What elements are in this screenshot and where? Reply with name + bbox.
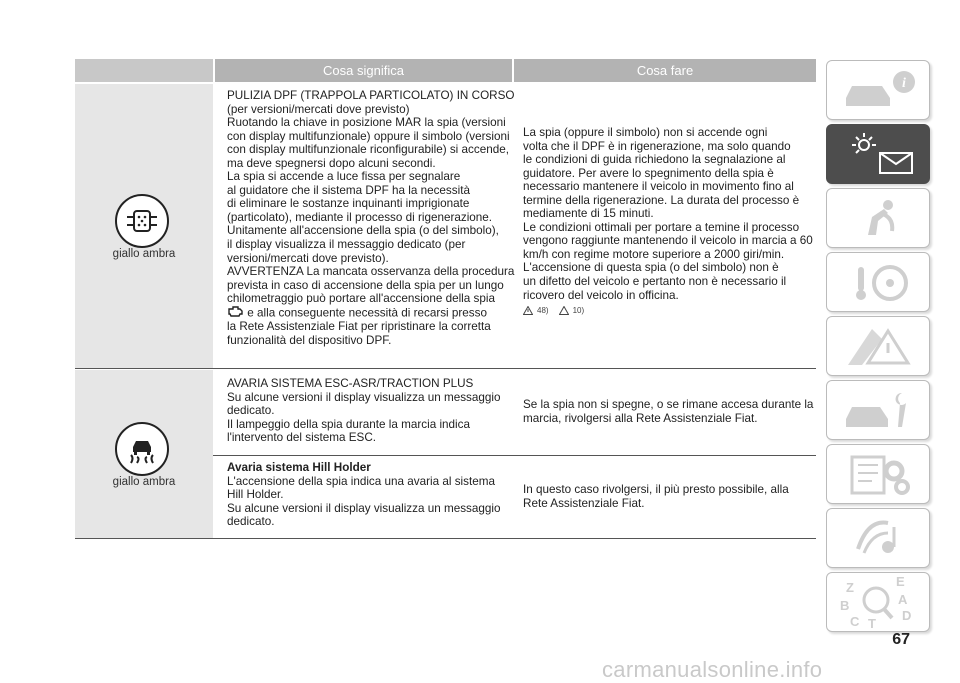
text-line: l'intervento del sistema ESC. xyxy=(227,431,377,445)
text-line: termine della rigenerazione. La durata del processo è xyxy=(523,193,800,207)
tab-maintenance[interactable] xyxy=(826,380,930,440)
lamp-cell-esc xyxy=(75,370,213,538)
text-line: Le condizioni ottimali per portare a temine il processo xyxy=(523,220,800,234)
engine-check-icon xyxy=(227,306,244,321)
header-meaning: Cosa significa xyxy=(215,59,512,82)
text-line: Su alcune versioni il display visualizza un messaggio xyxy=(227,501,501,515)
header-action: Cosa fare xyxy=(514,59,816,82)
car-info-icon xyxy=(838,68,918,112)
text-line: necessario mantenere il veicolo in movimento fino al xyxy=(523,180,794,194)
steering-key-icon xyxy=(838,259,918,305)
note-triangle-icon xyxy=(559,306,569,315)
text-line: un difetto del veicolo e pertanto non è necessario il xyxy=(523,275,787,289)
text-line: dedicato. xyxy=(227,515,275,529)
text-line: prevista in caso di accensione della spia per un lungo xyxy=(227,278,504,292)
text-line: vengono raggiunte mantenendo il veicolo in marcia a 60 xyxy=(523,234,813,248)
meaning-text-esc xyxy=(227,377,512,445)
watermark: carmanualsonline.info xyxy=(602,657,823,682)
text-line-with-icon xyxy=(227,306,517,321)
text-line: PULIZIA DPF (TRAPPOLA PARTICOLATO) IN CORSO xyxy=(227,89,515,102)
text-line: La spia si accende a luce fissa per segnalare xyxy=(227,170,461,184)
text-line: volta che il DPF è in rigenerazione, ma solo quando xyxy=(523,139,791,153)
tab-emergency[interactable] xyxy=(826,316,930,376)
sub-title: Avaria sistema Hill Holder xyxy=(227,461,371,474)
header-lamp-column xyxy=(75,59,213,82)
text-line: (per versioni/mercati dove previsto) xyxy=(227,102,410,116)
dpf-particulate-filter-icon xyxy=(115,194,169,248)
index-letter: A xyxy=(898,592,908,607)
index-letter: E xyxy=(896,574,905,589)
lamp-cell-dpf xyxy=(75,84,213,368)
meaning-text-hill-holder xyxy=(227,461,512,529)
text-line: la Rete Assistenziale Fiat per ripristinare la corretta xyxy=(227,320,491,334)
index-letter: D xyxy=(902,608,912,623)
text-line: ricovero del veicolo in officina. xyxy=(523,288,679,302)
tab-car-info[interactable] xyxy=(826,60,930,120)
tab-starting-driving[interactable] xyxy=(826,252,930,312)
warning-light-message-icon xyxy=(836,131,920,177)
text-line: di eliminare le sostanze inquinanti imprigionate xyxy=(227,197,470,211)
text-line: Rete Assistenziale Fiat. xyxy=(523,496,645,510)
lamp-color-label: giallo ambra xyxy=(112,248,176,260)
tab-multimedia[interactable] xyxy=(826,508,930,568)
text-line: Il lampeggio della spia durante la marcia indica xyxy=(227,417,470,431)
text-line: L'accensione di questa spia (o del simbolo) non è xyxy=(523,261,779,275)
text-line: In questo caso rivolgersi, il più presto possibile, alla xyxy=(523,483,789,496)
text-line: mediamente di 15 minuti. xyxy=(523,207,654,221)
text-line: il display visualizza il messaggio dedicato (per xyxy=(227,238,466,252)
tab-technical-data[interactable] xyxy=(826,444,930,504)
multimedia-icon xyxy=(838,515,918,561)
text-line: al guidatore che il sistema DPF ha la necessità xyxy=(227,183,470,197)
car-service-wrench-icon xyxy=(838,387,918,433)
road-hazard-icon xyxy=(838,323,918,369)
svg-text:i: i xyxy=(902,76,906,91)
tab-safety[interactable] xyxy=(826,188,930,248)
text-line: AVVERTENZA La mancata osservanza della procedura xyxy=(227,265,515,279)
text-line: Hill Holder. xyxy=(227,488,284,502)
text-line: con display multifunzionale riconfigurabile) si accende, xyxy=(227,143,509,157)
index-letter: T xyxy=(868,616,876,630)
text-line: ma deve spegnersi dopo alcuni secondi. xyxy=(227,156,436,170)
page-number: 67 xyxy=(892,631,910,648)
text-line: funzionalità del dispositivo DPF. xyxy=(227,333,392,347)
esc-skid-car-icon xyxy=(115,422,169,476)
index-letter: C xyxy=(850,614,860,629)
text-line: versioni/mercati dove previsto). xyxy=(227,251,389,265)
text-line: km/h con regime motore superiore a 2000 giri/min. xyxy=(523,247,785,261)
warning-triangle-icon xyxy=(523,306,533,315)
text-line: guidatore. Per avere lo spegnimento della spia è xyxy=(523,166,774,180)
text-line: dedicato. xyxy=(227,404,275,418)
text-line: Unitamente all'accensione della spia (o del simbolo), xyxy=(227,224,499,238)
table-header xyxy=(75,59,816,82)
row-divider xyxy=(75,368,816,369)
alphabetical-index-icon xyxy=(836,574,920,630)
text-line: (particolato), mediante il processo di rigenerazione. xyxy=(227,210,493,224)
lamp-color-label: giallo ambra xyxy=(112,476,176,488)
text-line: marcia, rivolgersi alla Rete Assistenziale Fiat. xyxy=(523,411,758,425)
warning-reference[interactable]: 48) xyxy=(537,306,549,316)
airbag-seat-icon xyxy=(838,195,918,241)
text-line: Su alcune versioni il display visualizza un messaggio xyxy=(227,390,501,404)
tab-warning-lights[interactable] xyxy=(826,124,930,184)
specs-gear-icon xyxy=(838,451,918,497)
text-line: e alla conseguente necessità di recarsi presso xyxy=(247,306,487,320)
text-line: Ruotando la chiave in posizione MAR la spia (versioni xyxy=(227,116,506,130)
meaning-text-dpf xyxy=(227,89,517,347)
sub-row-divider xyxy=(213,455,816,456)
text-line: La spia (oppure il simbolo) non si accende ogni xyxy=(523,126,768,139)
text-line: le condizioni di guida richiedono la segnalazione al xyxy=(523,153,786,167)
note-reference[interactable]: 10) xyxy=(572,306,585,316)
text-line: Se la spia non si spegne, o se rimane accesa durante la xyxy=(523,398,814,411)
text-line: AVARIA SISTEMA ESC-ASR/TRACTION PLUS xyxy=(227,377,474,390)
text-line: L'accensione della spia indica una avaria al sistema xyxy=(227,474,495,488)
tab-index[interactable] xyxy=(826,572,930,632)
text-line: chilometraggio può portare all'accensione della spia xyxy=(227,292,495,306)
reference-marks xyxy=(523,304,819,318)
table-bottom-divider xyxy=(75,538,816,539)
index-letter: B xyxy=(840,598,850,613)
text-line: con display multifunzionale) oppure il simbolo (versioni xyxy=(227,129,510,143)
index-letter: Z xyxy=(846,580,854,595)
action-text-esc xyxy=(523,398,819,425)
action-text-dpf xyxy=(523,126,819,318)
action-text-hill-holder xyxy=(523,483,819,510)
